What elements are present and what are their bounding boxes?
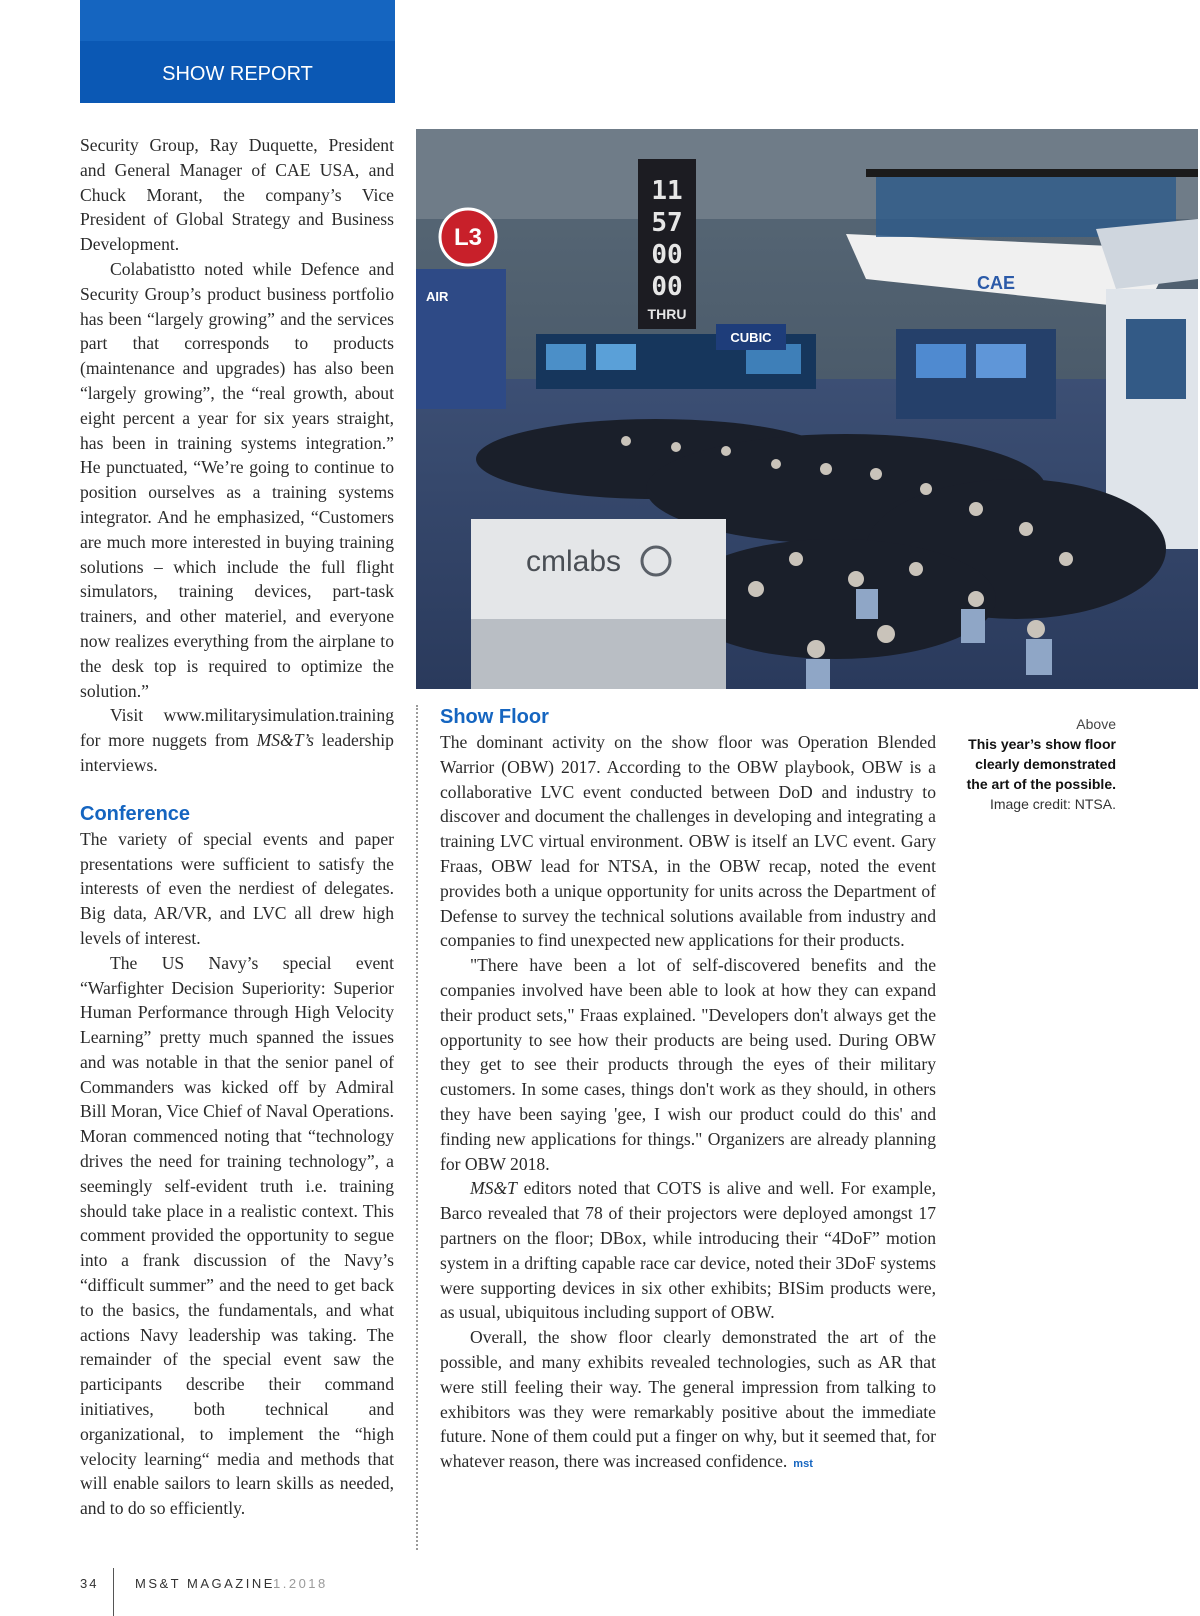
photo-sign: CAE [976, 273, 1016, 293]
body-paragraph: "There have been a lot of self-discovered benefits and the companies involved have been able to look at how they can expand their product sets," Fraas explained. "Developers don't always get the opportunity to see how their products are being used. During OBW they get to see their products through the eyes of their military customers. In some cases, things don't work as they should, in others they have been saying 'gee, I wish our product could do this' and finding new applications for things." Organizers are already planning for OBW 2018. [440, 955, 936, 1174]
issue-number: 1.2018 [273, 1576, 328, 1591]
photo-sign: 00 [651, 272, 683, 302]
photo-sign: cmlabs [526, 545, 622, 578]
column-divider [416, 705, 418, 1550]
page-footer [80, 1568, 680, 1616]
page-number: 34 [80, 1576, 99, 1591]
publication-name: MS&T [470, 1178, 517, 1199]
visit-text-end: leadership interviews. [80, 730, 394, 775]
section-header-tab [80, 0, 395, 103]
footer-rule [113, 1568, 114, 1616]
photo-caption [960, 714, 1116, 814]
photo-sign: 57 [651, 208, 683, 238]
caption-label: Above [1076, 716, 1116, 732]
cots-paragraph [440, 1176, 936, 1325]
body-paragraph: The dominant activity on the show floor was Operation Blended Warrior (OBW) 2017. According to the OBW playbook, OBW is a collaborative LVC event conducted between DoD and industry to discover and document the challenges in developing and integrating a training LVC virtual environment. OBW is itself an LVC event. Gary Fraas, OBW lead for NTSA, in the OBW recap, noted the event provides both a unique opportunity for units across the Department of Defense to survey the technical solutions available from industry and companies to find unexpected new applications for their products. [440, 732, 936, 951]
end-mark: mst [793, 1458, 813, 1471]
caption-text: This year’s show floor clearly demonstrated the art of the possible. [966, 736, 1116, 792]
photo-sign: AIR [426, 289, 449, 304]
show-floor-photo [416, 129, 1198, 689]
photo-sign: CUBIC [730, 330, 772, 345]
magazine-name: MS&T MAGAZINE [135, 1576, 275, 1591]
main-column [440, 705, 936, 1477]
visit-paragraph [80, 703, 394, 777]
section-label: SHOW REPORT [162, 63, 313, 85]
publication-name: MS&T’s [256, 730, 314, 751]
conference-heading: Conference [80, 802, 191, 825]
body-paragraph: The variety of special events and paper presentations were sufficient to satisfy the interests of even the nerdiest of delegates. Big data, AR/VR, and LVC all drew high levels of interest. [80, 828, 394, 948]
photo-sign: THRU [647, 306, 687, 322]
body-paragraph: The US Navy’s special event “Warfighter Decision Superiority: Superior Human Performance through High Velocity Learning” pretty much spanned the issues and was notable in that the senior panel of Commanders was kicked off by Admiral Bill Moran, Vice Chief of Naval Operations. Moran commenced noting that “technology drives the need for training technology”, a seemingly self-evident truth i.e. training should take place in a realistic context. This comment provided the opportunity to segue into a frank discussion of the Navy’s “difficult summer” and the need to get back to the basics, the fundamentals, and what actions Navy leadership was taking. The remainder of the special event saw the participants describe their command initiatives, both technical and organizational, to implement the “high velocity learning“ media and methods that will enable sailors to learn skills as needed, and to do so efficiently. [80, 952, 394, 1519]
closing-text: Overall, the show floor clearly demonstrated the art of the possible, and many exhibits revealed technologies, such as AR that were still feeling their way. The general impression from talking to exhibitors was they were remarkably positive about the immediate future. None of them could put a finger on why, but it seemed that, for whatever reason, there was increased confidence. [440, 1327, 936, 1472]
caption-credit: Image credit: NTSA. [989, 796, 1116, 812]
photo-sign: L3 [453, 224, 483, 251]
left-column [80, 133, 394, 1521]
closing-paragraph [440, 1325, 936, 1477]
cots-text: editors noted that COTS is alive and well. For example, Barco revealed that 78 of their projectors were deployed amongst 17 partners on the floor; DBox, while introducing their “4DoF” motion system in a drifting capable race car device, noted their 3DoF systems were supporting devices in six other exhibits; BISim products were, as usual, ubiquitous including support of OBW. [440, 1178, 936, 1323]
body-paragraph: Security Group, Ray Duquette, President and General Manager of CAE USA, and Chuck Morant, the company’s Vice President of Global Strategy and Business Development. [80, 135, 394, 255]
photo-sign: 11 [651, 176, 683, 206]
photo-sign: 00 [651, 240, 683, 270]
visit-text: Visit www.militarysimulation.training for more nuggets from [80, 705, 394, 751]
body-paragraph: Colabatistto noted while Defence and Security Group’s product business portfolio has been “largely growing” and the services part that corresponds to products (maintenance and upgrades) has also been “largely growing”, the “real growth, about eight percent a year for six years straight, has been in training systems integration.” He punctuated, “We’re going to continue to position ourselves as a training systems integrator. And he emphasized, “Customers are much more interested in buying training solutions – which include the full flight simulators, training devices, part-task trainers, and other materiel, and everyone now realizes everything from the airplane to the desk top is required to optimize the solution.” [80, 258, 394, 701]
show-floor-heading: Show Floor [440, 706, 549, 728]
